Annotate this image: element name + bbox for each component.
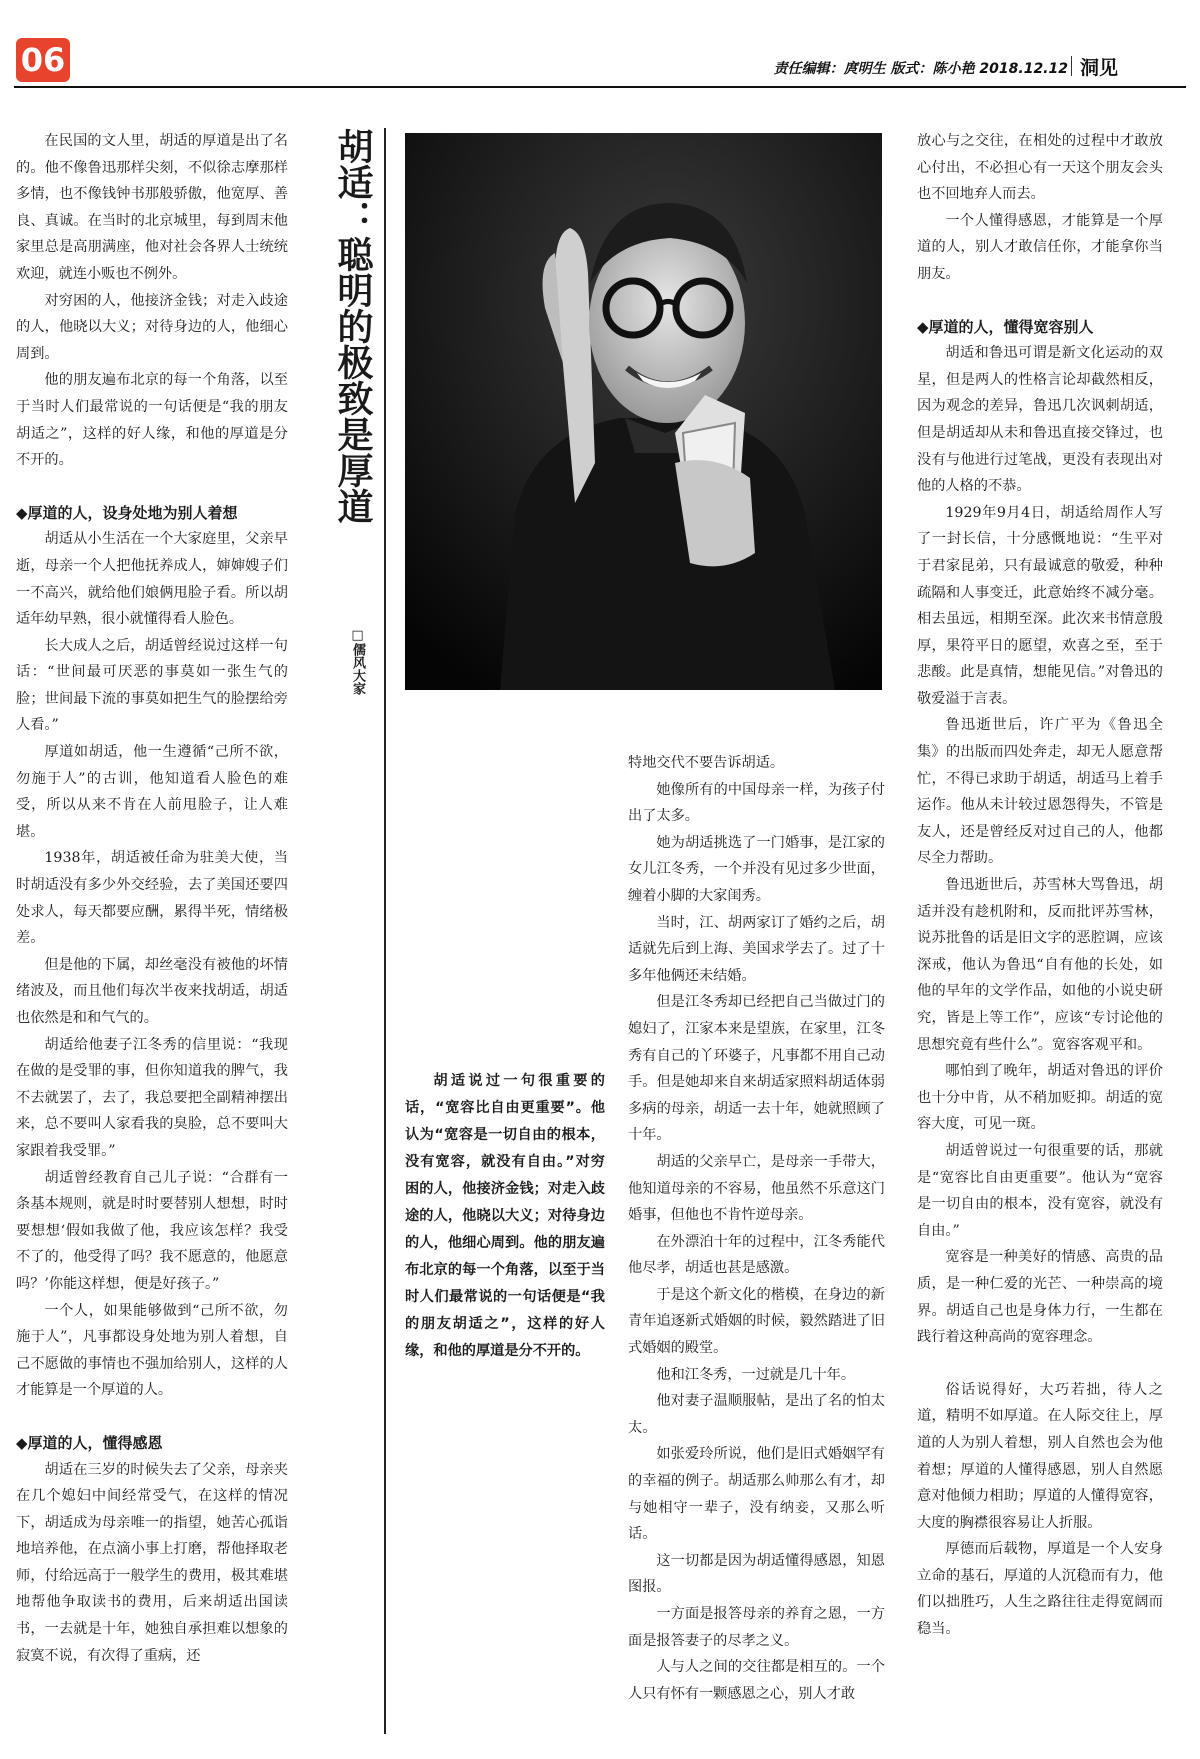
paragraph: 一方面是报答母亲的养育之恩，一方面是报答妻子的尽孝之义。 — [628, 1606, 885, 1649]
article-column-4 — [917, 128, 1163, 1643]
paragraph: 鲁迅逝世后，苏雪林大骂鲁迅，胡适并没有趁机附和，反而批评苏雪林，说苏批鲁的话是旧文字的恶腔调，应该深戒，他认为鲁迅“自有他的长处，如他的早年的文学作品，如他的小说史研究，皆是上等工作”，应该“专讨论他的思想究竟有些什么”。宽容客观平和。 — [917, 877, 1163, 1053]
article-column-3 — [628, 750, 885, 1707]
paragraph: 在民国的文人里，胡适的厚道是出了名的。他不像鲁迅那样尖刻，不似徐志摩那样多情，也不像钱钟书那般骄傲，他宽厚、善良、真诚。在当时的北京城里，每到周末他家里总是高朋满座，他对社会各界人士统统欢迎，就连小贩也不例外。 — [16, 133, 288, 282]
paragraph: 胡适和鲁迅可谓是新文化运动的双星，但是两人的性格言论却截然相反，因为观念的差异，鲁迅几次讽刺胡适，但是胡适却从未和鲁迅直接交锋过，也没有与他进行过笔战，更没有表现出对他的人格的不恭。 — [917, 345, 1163, 495]
paragraph: 他的朋友遍布北京的每一个角落，以至于当时人们最常说的一句话便是“我的朋友胡适之”，这样的好人缘，和他的厚道是分不开的。 — [16, 372, 288, 469]
paragraph: 但是他的下属，却丝毫没有被他的坏情绪波及，而且他们每次半夜来找胡适，胡适也依然是和和气气的。 — [16, 956, 288, 1026]
paragraph: 她像所有的中国母亲一样，为孩子付出了太多。 — [628, 781, 885, 825]
pull-quote-text: 胡适说过一句很重要的话，“宽容比自由更重要”。他认为“宽容是一切自由的根本，没有宽容，就没有自由。”对穷困的人，他接济金钱；对走入歧途的人，他晓以大义；对待身边的人，他细心周到。他的朋友遍布北京的每一个角落，以至于当时人们最常说的一句话便是“我的朋友胡适之”，这样的好人缘，和他的厚道是分不开的。 — [405, 1073, 605, 1359]
paragraph: 她为胡适挑选了一门婚事，是江家的女儿江冬秀，一个并没有见过多少世面，缠着小脚的大家闺秀。 — [628, 834, 885, 904]
paragraph: 他对妻子温顺服帖，是出了名的怕太太。 — [628, 1393, 885, 1436]
paragraph: 人与人之间的交往都是相互的。一个人只有怀有一颗感恩之心，别人才敢 — [628, 1659, 885, 1702]
paragraph: 特地交代不要告诉胡适。 — [628, 755, 785, 771]
page-number: 06 — [16, 38, 70, 82]
section-heading: ◆厚道的人，设身处地为别人着想 — [16, 503, 238, 522]
paragraph: 放心与之交往，在相处的过程中才敢放心付出，不必担心有一天这个朋友会头也不回地弃人而去。 — [917, 133, 1163, 203]
header-separator — [1071, 56, 1072, 76]
paragraph: 这一切都是因为胡适懂得感恩，知恩图报。 — [628, 1552, 885, 1596]
section-name: 洞见 — [1080, 57, 1119, 79]
paragraph: 当时，江、胡两家订了婚约之后，胡适就先后到上海、美国求学去了。过了十多年他俩还未结婚。 — [628, 914, 885, 984]
paragraph: 胡适曾说过一句很重要的话，那就是“宽容比自由更重要”。他认为“宽容是一切自由的根本，没有宽容，就没有自由。” — [917, 1142, 1163, 1239]
paragraph: 1938年，胡适被任命为驻美大使，当时胡适没有多少外交经验，去了美国还要四处求人，每天都要应酬，累得半死，情绪极差。 — [16, 850, 288, 947]
paragraph: 但是江冬秀却已经把自己当做过门的媳妇了，江家本来是望族，在家里，江冬秀有自己的丫环婆子，凡事都不用自己动手。但是她却来自来胡适家照料胡适体弱多病的母亲，胡适一去十年，她就照顾了十年。 — [628, 994, 885, 1144]
paragraph: 哪怕到了晚年，胡适对鲁迅的评价也十分中肯，从不稍加贬抑。胡适的宽容大度，可见一斑。 — [917, 1063, 1163, 1133]
portrait-photo — [405, 133, 882, 690]
header-rule — [14, 86, 1186, 88]
paragraph: 鲁迅逝世后，许广平为《鲁迅全集》的出版而四处奔走，却无人愿意帮忙，不得已求助于胡适，胡适马上着手运作。他从未计较过恩怨得失，不管是友人，还是曾经反对过自己的人，他都尽全力帮助。 — [917, 717, 1163, 867]
paragraph: 长大成人之后，胡适曾经说过这样一句话：“世间最可厌恶的事莫如一张生气的脸；世间最下流的事莫如把生气的脸摆给旁人看。” — [16, 637, 288, 734]
paragraph: 胡适给他妻子江冬秀的信里说：“我现在做的是受罪的事，但你知道我的脾气，我不去就罢了，去了，我总要把全副精神摆出来，总不要叫人家看我的臭脸，总不要叫大家跟着我受罪。” — [16, 1036, 288, 1159]
paragraph: 厚道如胡适，他一生遵循“己所不欲，勿施于人”的古训，他知道看人脸色的难受，所以从来不肯在人前甩脸子，让人难堪。 — [16, 744, 288, 840]
paragraph: 宽容是一种美好的情感、高贵的品质，是一种仁爱的光芒、一种崇高的境界。胡适自己也是身体力行，一生都在践行着这种高尚的宽容理念。 — [917, 1249, 1163, 1346]
section-heading: ◆厚道的人，懂得感恩 — [16, 1433, 163, 1452]
paragraph: 在外漂泊十年的过程中，江冬秀能代他尽孝，胡适也甚是感激。 — [628, 1233, 885, 1277]
article-title: 胡适：聪明的极致是厚道 — [332, 128, 374, 524]
paragraph: 厚德而后载物，厚道是一个人安身立命的基石，厚道的人沉稳而有力，他们以拙胜巧，人生之路往往走得宽阔而稳当。 — [917, 1541, 1163, 1638]
pull-quote — [405, 1068, 605, 1365]
paragraph: 胡适的父亲早亡，是母亲一手带大，他知道母亲的不容易，他虽然不乐意这门婚事，但他也不肯忤逆母亲。 — [628, 1153, 885, 1224]
column-divider — [384, 128, 386, 1734]
paragraph: 1929年9月4日，胡适给周作人写了一封长信，十分感慨地说：“生平对于君家昆弟，只有最诚意的敬爱，种种疏隔和人事变迁，此意始终不减分毫。相去虽远，相期至深。此次来书情意殷厚，果符平日的愿望，欢喜之至，至于悲酸。此是真情，想能见信。”对鲁迅的敬爱溢于言表。 — [917, 504, 1163, 707]
paragraph: 胡适曾经教育自己儿子说：“合群有一条基本规则，就是时时要替别人想想，时时要想想‘假如我做了他，我应该怎样？我受不了的，他受得了吗？我不愿意的，他愿意吗？’你能这样想，便是好孩子。” — [16, 1169, 288, 1292]
paragraph: 对穷困的人，他接济金钱；对走入歧途的人，他晓以大义；对待身边的人，他细心周到。 — [16, 292, 288, 362]
paragraph: 胡适在三岁的时候失去了父亲，母亲夹在几个媳妇中间经常受气，在这样的情况下，胡适成为母亲唯一的指望，她苦心孤诣地培养他，在点滴小事上打磨，帮他择取老师，付给远高于一般学生的费用，极其难堪地帮他争取读书的费用，后来胡适出国读书，一去就是十年，她独自承担难以想象的寂寞不说，有次得了重病，还 — [16, 1461, 288, 1664]
author-byline: □儒风大家 — [350, 628, 365, 695]
paragraph: 胡适从小生活在一个大家庭里，父亲早逝，母亲一个人把他抚养成人，婶婶嫂子们一不高兴，就给他们娘俩甩脸子看。所以胡适年幼早熟，很小就懂得看人脸色。 — [16, 531, 288, 628]
article-column-1 — [16, 128, 288, 1669]
paragraph: 一个人懂得感恩，才能算是一个厚道的人，别人才敢信任你，才能拿你当朋友。 — [917, 212, 1163, 282]
section-heading: ◆厚道的人，懂得宽容别人 — [917, 317, 1094, 336]
paragraph: 于是这个新文化的楷模，在身边的新青年追逐新式婚姻的时候，毅然踏进了旧式婚姻的殿堂。 — [628, 1286, 885, 1357]
paragraph: 一个人，如果能够做到“己所不欲，勿施于人”，凡事都设身处地为别人着想，自己不愿做的事情也不强加给别人，这样的人才能算是一个厚道的人。 — [16, 1302, 288, 1399]
paragraph: 如张爱玲所说，他们是旧式婚姻罕有的幸福的例子。胡适那么帅那么有才，却与她相守一辈子，没有纳妾，又那么听话。 — [628, 1446, 885, 1543]
editor-info: 责任编辑：庹明生 版式：陈小艳 2018.12.12 — [773, 61, 1068, 77]
paragraph: 他和江冬秀，一过就是几十年。 — [656, 1366, 856, 1383]
paragraph: 俗话说得好，大巧若拙，待人之道，精明不如厚道。在人际交往上，厚道的人为别人着想，别人自然也会为他着想；厚道的人懂得感恩，别人自然愿意对他倾力相助；厚道的人懂得宽容，大度的胸襟很容易让人折服。 — [917, 1381, 1163, 1531]
